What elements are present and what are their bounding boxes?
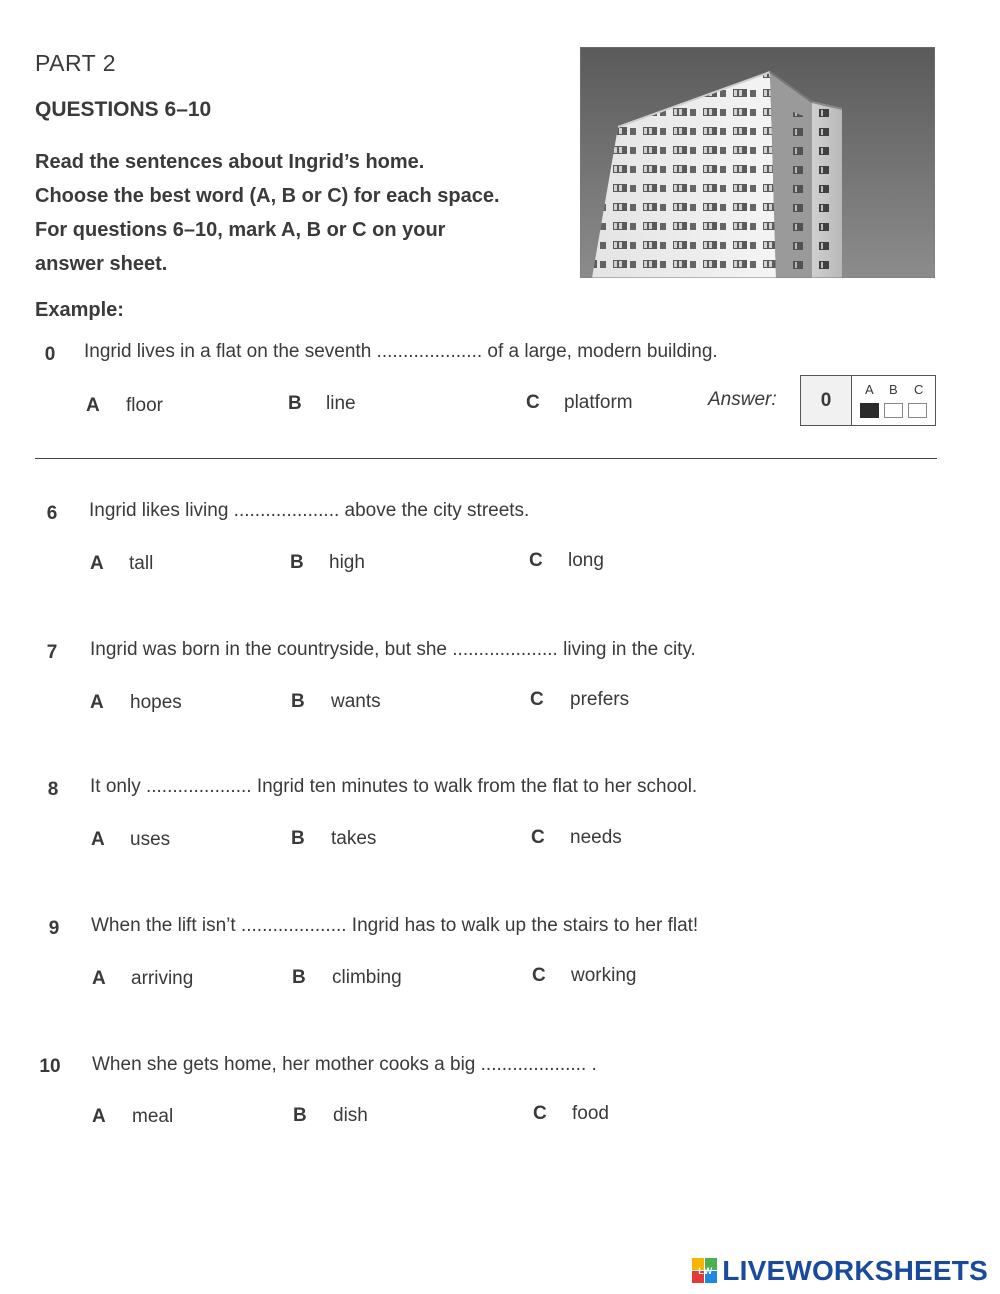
- question-10-sentence: When she gets home, her mother cooks a big .................... .: [92, 1054, 597, 1075]
- question-9-option-c-letter: C: [532, 965, 546, 986]
- example-number: 0: [44, 344, 56, 365]
- question-8-number: 8: [47, 779, 59, 800]
- question-7-number: 7: [46, 642, 58, 663]
- question-9-option-b-letter: B: [292, 967, 306, 988]
- liveworksheets-logo[interactable]: [692, 1253, 988, 1289]
- question-7-sentence: Ingrid was born in the countryside, but she .................... living in the city.: [90, 639, 696, 660]
- instructions: [35, 145, 575, 281]
- question-7-option-a-letter: A: [90, 692, 104, 713]
- question-7-option-b-letter: B: [291, 691, 305, 712]
- instruction-line: Choose the best word (A, B or C) for each space.: [35, 185, 500, 207]
- example-sentence: Ingrid lives in a flat on the seventh .................... of a large, modern building.: [84, 341, 718, 362]
- logo-mark-letter-w: W: [703, 1266, 713, 1276]
- example-option-a-word: floor: [126, 395, 163, 416]
- question-10-option-a-letter: A: [92, 1106, 106, 1127]
- building-photo: [580, 47, 935, 278]
- question-6-number: 6: [46, 503, 58, 524]
- question-9-option-a-word[interactable]: arriving: [131, 968, 194, 989]
- answer-letter-a: A: [865, 382, 874, 397]
- part-title: PART 2: [35, 50, 116, 76]
- question-9-option-b-word[interactable]: climbing: [332, 967, 402, 988]
- question-9-option-c-word[interactable]: working: [571, 965, 637, 986]
- answer-box: [800, 375, 936, 426]
- question-10-number: 10: [39, 1056, 61, 1077]
- question-6-option-a-word[interactable]: tall: [129, 553, 154, 574]
- question-6-option-c-word[interactable]: long: [568, 550, 604, 571]
- question-6-option-a-letter: A: [90, 553, 104, 574]
- instruction-line: answer sheet.: [35, 253, 168, 275]
- answer-cell-a-filled: [860, 403, 879, 418]
- question-8-option-c-letter: C: [531, 827, 545, 848]
- example-option-a-letter: A: [86, 395, 100, 416]
- example-option-b-word: line: [326, 393, 356, 414]
- answer-letter-c: C: [914, 382, 924, 397]
- question-10-option-c-word[interactable]: food: [572, 1103, 609, 1124]
- question-6-option-b-letter: B: [290, 552, 304, 573]
- example-option-c-word: platform: [564, 392, 633, 413]
- example-option-b-letter: B: [288, 393, 302, 414]
- question-8-option-c-word[interactable]: needs: [570, 827, 622, 848]
- logo-text: LIVEWORKSHEETS: [722, 1255, 988, 1286]
- question-10-option-b-word[interactable]: dish: [333, 1105, 368, 1126]
- question-6-option-b-word[interactable]: high: [329, 552, 365, 573]
- question-6-option-c-letter: C: [529, 550, 543, 571]
- question-6-sentence: Ingrid likes living .................... above the city streets.: [89, 500, 530, 521]
- question-8-sentence: It only .................... Ingrid ten minutes to walk from the flat to her school.: [90, 776, 698, 797]
- question-7-option-b-word[interactable]: wants: [331, 691, 381, 712]
- instruction-line: Read the sentences about Ingrid’s home.: [35, 151, 425, 173]
- example-label: Example:: [35, 299, 124, 321]
- answer-label: Answer:: [708, 389, 777, 410]
- question-9-option-a-letter: A: [92, 968, 106, 989]
- question-8-option-a-letter: A: [91, 829, 105, 850]
- question-10-option-b-letter: B: [293, 1105, 307, 1126]
- question-10-option-c-letter: C: [533, 1103, 547, 1124]
- answer-box-number: 0: [801, 376, 852, 425]
- example-option-c-letter: C: [526, 392, 540, 413]
- question-7-option-a-word[interactable]: hopes: [130, 692, 182, 713]
- question-9-sentence: When the lift isn’t .................... Ingrid has to walk up the stairs to her flat!: [91, 915, 699, 936]
- question-7-option-c-letter: C: [530, 689, 544, 710]
- answer-cell-b: [884, 403, 903, 418]
- logo-mark-icon: [692, 1258, 718, 1284]
- instruction-line: For questions 6–10, mark A, B or C on your: [35, 219, 446, 241]
- question-9-number: 9: [48, 918, 60, 939]
- logo-mark-letter-l: L: [698, 1266, 704, 1276]
- answer-letter-b: B: [889, 382, 898, 397]
- question-8-option-a-word[interactable]: uses: [130, 829, 171, 850]
- question-7-option-c-word[interactable]: prefers: [570, 689, 630, 710]
- question-10-option-a-word[interactable]: meal: [132, 1106, 174, 1127]
- answer-cell-c: [908, 403, 927, 418]
- question-8-option-b-letter: B: [291, 828, 305, 849]
- divider: [35, 458, 937, 459]
- questions-range: QUESTIONS 6–10: [35, 98, 212, 121]
- question-8-option-b-word[interactable]: takes: [331, 828, 377, 849]
